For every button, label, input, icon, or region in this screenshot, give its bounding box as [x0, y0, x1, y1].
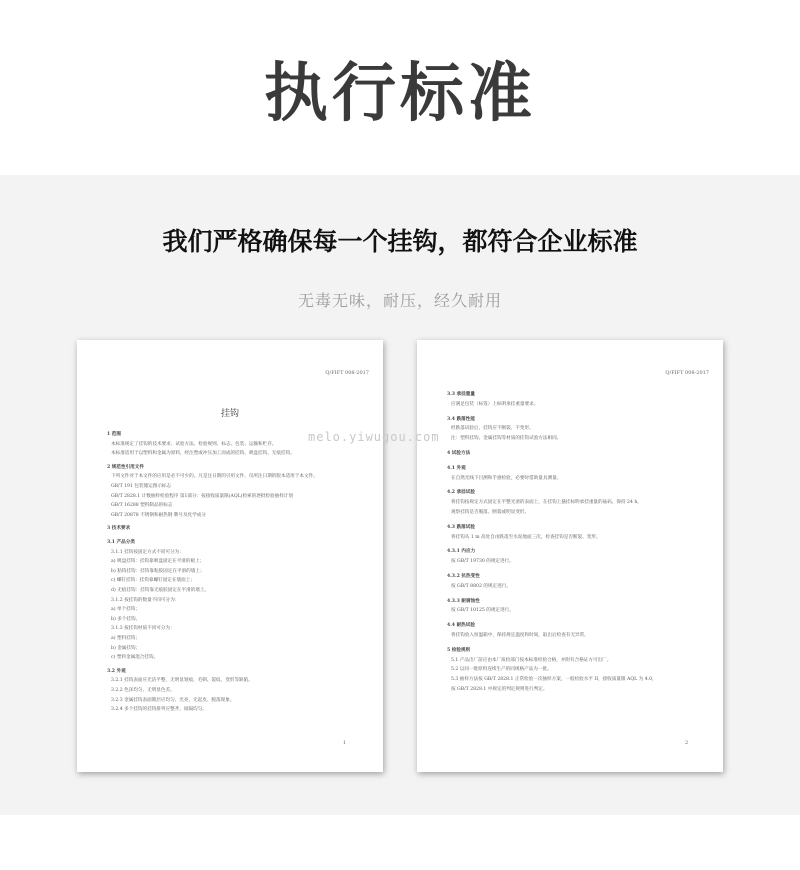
document-line: 将挂钩放入恒温箱中，保持规定温度和时间，取出后检查有无异常。 — [451, 633, 589, 638]
document-line: 经跌落试验后，挂钩应不断裂、不变形。 — [451, 426, 534, 432]
document-line: 应满足包装（标签）上标明承挂重量要求。 — [451, 401, 539, 407]
document-line: b) 粘钩挂钩：挂钩靠粘胶固定在平滑的墙上； — [111, 568, 205, 574]
document-heading: 3 技术要求 — [107, 526, 131, 532]
document-line: 3.2.3 金属挂钩表面镀层应均匀、光亮，无起皮、脱落现象。 — [111, 697, 235, 703]
document-heading: 3.3 承挂重量 — [447, 392, 475, 397]
header-section — [0, 0, 800, 175]
document-line: 观察挂钩是否脱落、断裂或明显变形。 — [451, 510, 530, 515]
document-code: Q/FIFT 008-2017 — [665, 370, 709, 376]
document-line: 将挂钩按规定方式固定在平整光滑的表面上，在挂钩上悬挂标明承挂重量的砝码，保持 24 h， — [451, 500, 642, 506]
document-heading: 4 试验方法 — [447, 451, 471, 456]
document-line: b) 多个挂钩。 — [111, 616, 141, 622]
document-line: a) 单个挂钩； — [111, 607, 140, 613]
document-heading: 5 检验规则 — [447, 647, 471, 653]
document-line: 按 GB/T 2828.1 中规定的判定规则进行判定。 — [451, 687, 548, 692]
document-heading: 1 范围 — [107, 432, 121, 437]
bottom-spacer — [0, 815, 800, 870]
document-line: d) 无痕挂钩：挂钩靠无痕胶固定在平滑的墙上。 — [111, 588, 210, 593]
document-line: 5.3 抽样方法按 GB/T 2828.1 正常检验一次抽样方案，一般检验水平 II，接收质量限 AQL 为 4.0， — [451, 677, 657, 683]
document-heading: 3.2 外观 — [107, 668, 126, 674]
standard-document-page-1 — [77, 340, 383, 772]
document-line: 按 GB/T 10125 的规定进行。 — [451, 608, 514, 614]
document-heading: 4.1 外观 — [447, 465, 466, 471]
section-tagline: 无毒无味，耐压，经久耐用 — [297, 291, 502, 310]
document-line: 将挂钩从 1 m 高处自由跌落至水泥地面三次，检查挂钩是否断裂、变形。 — [451, 534, 601, 540]
document-line: 注：塑料挂钩、金属挂钩等材质的挂钩试验方法相同。 — [451, 436, 562, 442]
document-line: c) 螺钉挂钩：挂钩靠螺钉固定在墙面上； — [111, 578, 195, 584]
document-heading: 4.2 承挂试验 — [447, 490, 475, 496]
document-title: 挂钩 — [220, 409, 239, 419]
document-line: 本标准规定了挂钩的技术要求、试验方法、检验规则、标志、包装、运输和贮存。 — [111, 441, 277, 447]
page-title: 执行标准 — [264, 57, 536, 131]
document-heading: 3.4 跌落性能 — [447, 416, 475, 422]
document-heading: 4.3.1 内应力 — [447, 549, 476, 555]
section-subtitle: 我们严格确保每一个挂钩，都符合企业标准 — [162, 227, 638, 256]
document-line: 5.2 以同一批原料连续生产的同规格产品为一批。 — [451, 667, 552, 673]
page-number: 2 — [685, 740, 689, 746]
document-code: Q/FIFT 008-2017 — [325, 370, 369, 376]
document-line: 下列文件对于本文件的应用是必不可少的。凡是注日期的引用文件，仅所注日期的版本适用于本文件。 — [111, 474, 318, 480]
document-line: a) 塑料挂钩； — [111, 636, 140, 641]
document-line: 3.2.4 多个挂钩的挂钩排列应整齐、间隔均匀。 — [111, 707, 207, 713]
document-line: GB/T 191 包装储运图示标志 — [111, 484, 172, 489]
document-line: a) 吸盘挂钩：挂钩靠吸盘固定在平滑的板上； — [111, 559, 205, 565]
watermark: melo.yiwugou.com — [308, 430, 440, 444]
document-line: 本标准适用于以塑料和金属为原料，经注塑或冲压加工而成的挂钩、吸盘挂钩、无痕挂钩。 — [111, 451, 295, 457]
document-line: 3.2.1 挂钩表面应光洁平整，无明显划痕、毛刺、裂纹、变形等缺陷。 — [111, 678, 253, 684]
document-line: GB/T 2828.1 计数抽样检验程序 第1部分：按接收质量限(AQL)检索的逐批检验抽样计划 — [111, 493, 293, 499]
document-line: GB/T 20878 不锈钢和耐热钢 牌号及化学成分 — [111, 512, 206, 518]
document-line: 在自然光线下目测和手感检验，必要时借助量具测量。 — [451, 475, 562, 481]
document-heading: 4.4 耐热试验 — [447, 623, 475, 629]
document-line: b) 金属挂钩； — [111, 645, 141, 651]
document-line: 3.1.3 按挂钩材质不同可分为： — [111, 626, 175, 632]
document-line: c) 塑料金属混合挂钩。 — [111, 655, 159, 661]
document-line: 按 GB/T 19730 的规定进行。 — [451, 559, 514, 565]
document-heading: 4.3.3 耐腐蚀性 — [447, 598, 480, 604]
document-line: 5.1 产品出厂前应由本厂质检部门按本标准检验合格，并附有合格证方可出厂。 — [451, 657, 612, 663]
document-line: 3.1.2 按挂钩的数量不同可分为： — [111, 597, 180, 603]
document-line: 3.1.1 挂钩按固定方式不同可分为： — [111, 549, 184, 555]
document-heading: 4.3.2 抗热变性 — [447, 574, 480, 579]
document-heading: 4.3 跌落试验 — [447, 524, 475, 530]
document-line: GB/T 16288 塑料制品的标志 — [111, 503, 173, 509]
standard-document-page-2 — [417, 340, 723, 772]
document-line: 按 GB/T 8802 的规定进行。 — [451, 583, 511, 589]
document-line: 3.2.2 色泽均匀，无明显色差。 — [111, 688, 175, 693]
document-heading: 3.1 产品分类 — [107, 540, 135, 545]
document-heading: 2 规范性引用文件 — [107, 464, 144, 470]
page-number: 1 — [343, 740, 347, 746]
